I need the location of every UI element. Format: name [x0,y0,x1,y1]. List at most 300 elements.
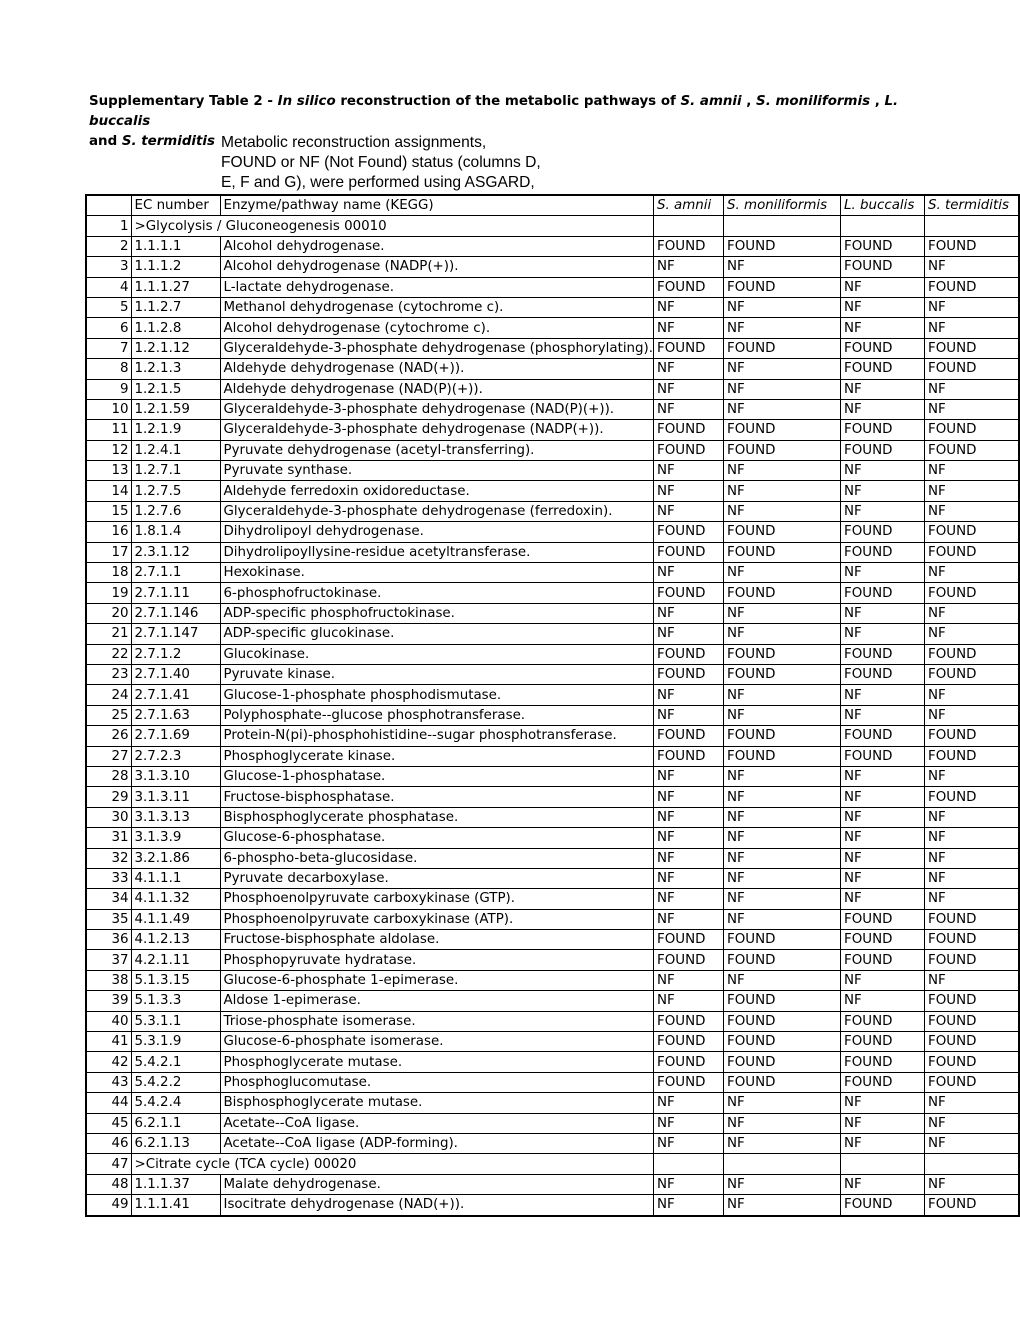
status-species-2: NF [724,1113,841,1133]
table-row [86,1195,1019,1216]
table-row [86,664,1019,684]
status-species-4: NF [925,848,1019,868]
status-species-4: FOUND [925,522,1019,542]
row-number: 29 [86,787,131,807]
status-species-1: FOUND [654,746,724,766]
table-row [86,318,1019,338]
table-row [86,542,1019,562]
status-species-3: NF [841,501,925,521]
row-number: 37 [86,950,131,970]
enzyme-name: Glyceraldehyde-3-phosphate dehydrogenase (NADP(+)). [220,420,654,440]
status-species-4: FOUND [925,664,1019,684]
row-number: 32 [86,848,131,868]
status-species-2: FOUND [724,542,841,562]
status-species-4: NF [925,766,1019,786]
status-species-1: NF [654,1133,724,1153]
enzyme-name: Pyruvate synthase. [220,461,654,481]
row-number: 9 [86,379,131,399]
status-species-4: FOUND [925,644,1019,664]
table-row [86,766,1019,786]
status-species-3: NF [841,563,925,583]
status-species-3: FOUND [841,950,925,970]
status-species-2: FOUND [724,1072,841,1092]
status-species-3: NF [841,685,925,705]
status-species-3: NF [841,461,925,481]
status-species-2: NF [724,461,841,481]
row-number: 44 [86,1093,131,1113]
status-species-1: NF [654,1093,724,1113]
status-species-4: NF [925,1113,1019,1133]
status-species-3: FOUND [841,664,925,684]
table-row [86,1113,1019,1133]
status-species-4: FOUND [925,1195,1019,1216]
row-number: 4 [86,277,131,297]
status-species-4: FOUND [925,1011,1019,1031]
status-species-2: FOUND [724,338,841,358]
status-species-3: NF [841,1113,925,1133]
table-row [86,277,1019,297]
status-species-4: NF [925,603,1019,623]
row-number: 49 [86,1195,131,1216]
status-species-1 [654,216,724,236]
table-row [86,1032,1019,1052]
status-species-2: FOUND [724,726,841,746]
enzyme-name: Phosphoglycerate kinase. [220,746,654,766]
row-number: 48 [86,1174,131,1194]
section-row [86,216,1019,236]
status-species-1: NF [654,828,724,848]
status-species-4: NF [925,501,1019,521]
status-species-4: NF [925,1133,1019,1153]
ec-number: 2.7.1.41 [131,685,220,705]
status-species-4: FOUND [925,420,1019,440]
status-species-3: NF [841,828,925,848]
enzyme-name: Fructose-bisphosphatase. [220,787,654,807]
enzyme-name: Phosphoenolpyruvate carboxykinase (ATP). [220,909,654,929]
enzyme-name: Phosphoglucomutase. [220,1072,654,1092]
ec-number: 1.2.1.12 [131,338,220,358]
ec-number: 4.2.1.11 [131,950,220,970]
enzyme-name: L-lactate dehydrogenase. [220,277,654,297]
status-species-4: NF [925,257,1019,277]
method-note [221,133,581,193]
table-row [86,991,1019,1011]
table-row [86,970,1019,990]
status-species-1: NF [654,787,724,807]
status-species-3: FOUND [841,338,925,358]
row-number: 39 [86,991,131,1011]
status-species-3: FOUND [841,583,925,603]
status-species-1: NF [654,1195,724,1216]
enzyme-name: Acetate--CoA ligase. [220,1113,654,1133]
status-species-2: NF [724,603,841,623]
status-species-4: NF [925,1174,1019,1194]
ec-number: 1.2.1.5 [131,379,220,399]
enzyme-name: Bisphosphoglycerate mutase. [220,1093,654,1113]
table-row [86,889,1019,909]
status-species-3: FOUND [841,746,925,766]
status-species-1: NF [654,889,724,909]
ec-number: 6.2.1.13 [131,1133,220,1153]
ec-number: 1.1.1.2 [131,257,220,277]
status-species-3: NF [841,1133,925,1153]
row-number: 40 [86,1011,131,1031]
status-species-2: NF [724,318,841,338]
enzyme-name: Pyruvate kinase. [220,664,654,684]
status-species-4: FOUND [925,542,1019,562]
status-species-4: NF [925,624,1019,644]
row-number: 33 [86,868,131,888]
status-species-2: NF [724,257,841,277]
status-species-1: FOUND [654,236,724,256]
table-row [86,501,1019,521]
table-row [86,257,1019,277]
status-species-3: FOUND [841,644,925,664]
ec-number: 1.1.2.8 [131,318,220,338]
caption-separator: , [870,94,885,109]
table-row [86,1174,1019,1194]
status-species-1: FOUND [654,664,724,684]
ec-number: 1.2.7.1 [131,461,220,481]
table-row [86,563,1019,583]
status-species-4: FOUND [925,909,1019,929]
ec-number: 2.7.1.11 [131,583,220,603]
status-species-3: FOUND [841,909,925,929]
status-species-2: NF [724,1195,841,1216]
status-species-1: FOUND [654,277,724,297]
status-species-4: FOUND [925,950,1019,970]
status-species-1: FOUND [654,522,724,542]
row-number: 11 [86,420,131,440]
status-species-4: FOUND [925,1072,1019,1092]
table-row [86,950,1019,970]
ec-number: 1.1.1.1 [131,236,220,256]
status-species-3: NF [841,868,925,888]
ec-number: 3.1.3.10 [131,766,220,786]
status-species-2: FOUND [724,583,841,603]
ec-number: 2.7.2.3 [131,746,220,766]
status-species-4: NF [925,318,1019,338]
status-species-2: FOUND [724,644,841,664]
row-number: 18 [86,563,131,583]
status-species-4: FOUND [925,583,1019,603]
row-number: 8 [86,359,131,379]
status-species-1: NF [654,603,724,623]
status-species-2: FOUND [724,1052,841,1072]
status-species-1: NF [654,705,724,725]
enzyme-name: Methanol dehydrogenase (cytochrome c). [220,297,654,317]
status-species-4: NF [925,889,1019,909]
row-number: 17 [86,542,131,562]
ec-number: 3.2.1.86 [131,848,220,868]
status-species-3: FOUND [841,1011,925,1031]
enzyme-name: Alcohol dehydrogenase (NADP(+)). [220,257,654,277]
enzyme-name: Glyceraldehyde-3-phosphate dehydrogenase (ferredoxin). [220,501,654,521]
status-species-3: NF [841,807,925,827]
status-species-1: NF [654,909,724,929]
status-species-1: NF [654,1113,724,1133]
status-species-4: FOUND [925,236,1019,256]
status-species-4: FOUND [925,338,1019,358]
row-number: 10 [86,399,131,419]
status-species-1: FOUND [654,644,724,664]
status-species-2: FOUND [724,420,841,440]
enzyme-name: ADP-specific phosphofructokinase. [220,603,654,623]
enzyme-name: Alcohol dehydrogenase (cytochrome c). [220,318,654,338]
enzyme-name: Phosphopyruvate hydratase. [220,950,654,970]
ec-number: 3.1.3.9 [131,828,220,848]
status-species-1: NF [654,685,724,705]
status-species-2: FOUND [724,440,841,460]
row-number: 38 [86,970,131,990]
status-species-3: NF [841,399,925,419]
ec-number: 2.3.1.12 [131,542,220,562]
ec-number: 5.1.3.15 [131,970,220,990]
enzyme-name: Glucose-6-phosphatase. [220,828,654,848]
row-number: 28 [86,766,131,786]
enzyme-name: Fructose-bisphosphate aldolase. [220,930,654,950]
caption-and: and [89,134,122,149]
table-row [86,807,1019,827]
ec-number: 5.4.2.4 [131,1093,220,1113]
header-species-3: L. buccalis [841,195,925,216]
status-species-2: NF [724,624,841,644]
enzyme-name: Pyruvate dehydrogenase (acetyl-transferring). [220,440,654,460]
status-species-4: NF [925,970,1019,990]
enzyme-name: Phosphoglycerate mutase. [220,1052,654,1072]
status-species-3: NF [841,379,925,399]
row-number: 21 [86,624,131,644]
status-species-3: FOUND [841,1032,925,1052]
enzyme-name: Protein-N(pi)-phosphohistidine--sugar phosphotransferase. [220,726,654,746]
table-row [86,787,1019,807]
enzyme-name: Aldehyde dehydrogenase (NAD(+)). [220,359,654,379]
row-number: 12 [86,440,131,460]
row-number: 2 [86,236,131,256]
status-species-3: NF [841,766,925,786]
status-species-2: FOUND [724,930,841,950]
header-species-2: S. moniliformis [724,195,841,216]
caption-species-2: S. moniliformis [756,94,871,109]
row-number: 34 [86,889,131,909]
status-species-3: NF [841,1093,925,1113]
status-species-3: FOUND [841,440,925,460]
status-species-1: FOUND [654,1052,724,1072]
status-species-2: NF [724,787,841,807]
status-species-4 [925,1154,1019,1174]
status-species-2: NF [724,766,841,786]
status-species-1: NF [654,624,724,644]
note-line-1: Metabolic reconstruction assignments, [221,134,487,151]
row-number: 35 [86,909,131,929]
status-species-2: NF [724,481,841,501]
table-row [86,603,1019,623]
status-species-1: NF [654,399,724,419]
status-species-1: NF [654,970,724,990]
enzyme-name: Glyceraldehyde-3-phosphate dehydrogenase (phosphorylating). [220,338,654,358]
ec-number: 1.2.7.5 [131,481,220,501]
ec-number: 4.1.1.32 [131,889,220,909]
table-row [86,726,1019,746]
table-row [86,848,1019,868]
section-title: >Citrate cycle (TCA cycle) 00020 [131,1154,654,1174]
ec-number: 1.1.2.7 [131,297,220,317]
status-species-1: FOUND [654,440,724,460]
table-body [86,216,1019,1216]
enzyme-table [85,194,1020,1217]
row-number: 27 [86,746,131,766]
status-species-3: NF [841,889,925,909]
status-species-4: NF [925,481,1019,501]
status-species-4: NF [925,868,1019,888]
status-species-1: NF [654,461,724,481]
status-species-4: FOUND [925,277,1019,297]
status-species-1: FOUND [654,338,724,358]
header-num [86,195,131,216]
status-species-1: NF [654,379,724,399]
status-species-2: NF [724,685,841,705]
ec-number: 1.1.1.27 [131,277,220,297]
header-species-1: S. amnii [654,195,724,216]
table-row [86,461,1019,481]
ec-number: 5.3.1.1 [131,1011,220,1031]
status-species-3: NF [841,277,925,297]
ec-number: 4.1.2.13 [131,930,220,950]
section-row [86,1154,1019,1174]
row-number: 1 [86,216,131,236]
ec-number: 5.3.1.9 [131,1032,220,1052]
status-species-1: NF [654,359,724,379]
enzyme-name: Aldehyde dehydrogenase (NAD(P)(+)). [220,379,654,399]
enzyme-name: Hexokinase. [220,563,654,583]
enzyme-name: Isocitrate dehydrogenase (NAD(+)). [220,1195,654,1216]
caption-species-1: S. amnii [680,94,742,109]
ec-number: 4.1.1.49 [131,909,220,929]
row-number: 26 [86,726,131,746]
row-number: 46 [86,1133,131,1153]
status-species-1: FOUND [654,1011,724,1031]
ec-number: 2.7.1.69 [131,726,220,746]
table-row [86,868,1019,888]
status-species-4: NF [925,563,1019,583]
status-species-3: FOUND [841,257,925,277]
row-number: 25 [86,705,131,725]
status-species-1: NF [654,991,724,1011]
row-number: 24 [86,685,131,705]
table-row [86,1093,1019,1113]
status-species-3: NF [841,1174,925,1194]
status-species-4: NF [925,297,1019,317]
status-species-3: NF [841,318,925,338]
status-species-2: NF [724,1174,841,1194]
status-species-1: FOUND [654,930,724,950]
row-number: 41 [86,1032,131,1052]
status-species-4: FOUND [925,787,1019,807]
row-number: 3 [86,257,131,277]
status-species-2: FOUND [724,991,841,1011]
row-number: 23 [86,664,131,684]
status-species-4: FOUND [925,1032,1019,1052]
status-species-1: NF [654,807,724,827]
table-row [86,1011,1019,1031]
status-species-1: NF [654,766,724,786]
table-row [86,583,1019,603]
status-species-3 [841,216,925,236]
caption-species-4: S. termiditis [121,134,215,149]
enzyme-name: Alcohol dehydrogenase. [220,236,654,256]
ec-number: 3.1.3.11 [131,787,220,807]
status-species-1: FOUND [654,950,724,970]
status-species-1: FOUND [654,1032,724,1052]
status-species-2: FOUND [724,277,841,297]
table-row [86,399,1019,419]
row-number: 30 [86,807,131,827]
enzyme-name: ADP-specific glucokinase. [220,624,654,644]
status-species-4: FOUND [925,746,1019,766]
status-species-3: NF [841,970,925,990]
status-species-2: FOUND [724,746,841,766]
status-species-2: NF [724,807,841,827]
row-number: 19 [86,583,131,603]
status-species-3: NF [841,297,925,317]
status-species-2: NF [724,848,841,868]
status-species-1: NF [654,868,724,888]
enzyme-name: Dihydrolipoyl dehydrogenase. [220,522,654,542]
table-row [86,624,1019,644]
table-row [86,440,1019,460]
status-species-1: NF [654,318,724,338]
status-species-3: FOUND [841,542,925,562]
enzyme-name: 6-phospho-beta-glucosidase. [220,848,654,868]
enzyme-name: Phosphoenolpyruvate carboxykinase (GTP). [220,889,654,909]
caption-species-3: L. buccalis [89,94,899,129]
row-number: 36 [86,930,131,950]
enzyme-name: Acetate--CoA ligase (ADP-forming). [220,1133,654,1153]
table-row [86,909,1019,929]
row-number: 15 [86,501,131,521]
status-species-1: NF [654,481,724,501]
status-species-4: NF [925,461,1019,481]
status-species-2: FOUND [724,1011,841,1031]
status-species-3: FOUND [841,522,925,542]
status-species-4: NF [925,705,1019,725]
ec-number: 2.7.1.147 [131,624,220,644]
status-species-2: FOUND [724,950,841,970]
row-number: 31 [86,828,131,848]
table-row [86,1072,1019,1092]
status-species-3: FOUND [841,1195,925,1216]
ec-number: 5.4.2.1 [131,1052,220,1072]
enzyme-name: Glucose-6-phosphate isomerase. [220,1032,654,1052]
ec-number: 3.1.3.13 [131,807,220,827]
status-species-2: FOUND [724,236,841,256]
status-species-3: NF [841,991,925,1011]
table-row [86,828,1019,848]
enzyme-name: Glucose-1-phosphate phosphodismutase. [220,685,654,705]
status-species-4: FOUND [925,359,1019,379]
row-number: 6 [86,318,131,338]
row-number: 22 [86,644,131,664]
status-species-4: NF [925,1093,1019,1113]
status-species-1: FOUND [654,583,724,603]
status-species-2: FOUND [724,522,841,542]
table-row [86,338,1019,358]
caption-separator: , [741,94,757,109]
status-species-3: NF [841,848,925,868]
ec-number: 2.7.1.63 [131,705,220,725]
status-species-1: NF [654,257,724,277]
status-species-3: NF [841,603,925,623]
